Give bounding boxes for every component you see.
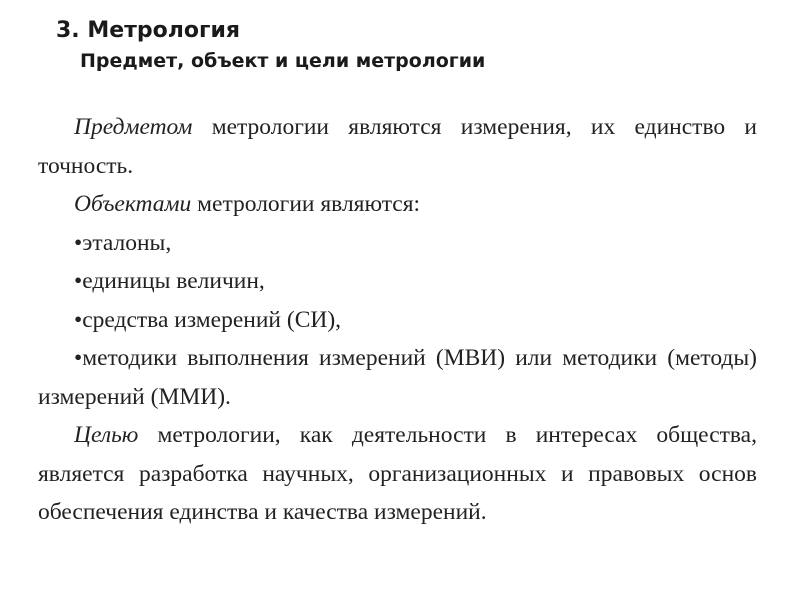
- slide-subtitle: Предмет, объект и цели метрологии: [80, 50, 486, 72]
- slide-title: 3. Метрология: [56, 18, 241, 43]
- paragraph-objects: [38, 185, 757, 224]
- list-item: •единицы величин,: [74, 268, 265, 294]
- paragraph-goal: [38, 416, 757, 532]
- paragraph-subject-text: метрологии являются измерения, их единство и точность.: [38, 114, 757, 179]
- term-goal: Целью: [74, 422, 139, 448]
- paragraph-objects-text: метрологии являются:: [191, 191, 421, 217]
- list-item: •методики выполнения измерений (МВИ) или методики (методы) измерений (ММИ).: [38, 345, 757, 410]
- term-objects: Объектами: [74, 191, 192, 217]
- term-subject: Предметом: [74, 114, 193, 140]
- paragraph-subject: [38, 108, 757, 185]
- list-item: •средства измерений (СИ),: [74, 306, 342, 333]
- list-item: •эталоны,: [74, 229, 172, 256]
- paragraph-goal-text: метрологии, как деятельности в интересах общества, является разработка научных, организационных и правовых основ обеспечения единства и качества измерений.: [38, 422, 757, 525]
- slide-body: [38, 108, 757, 532]
